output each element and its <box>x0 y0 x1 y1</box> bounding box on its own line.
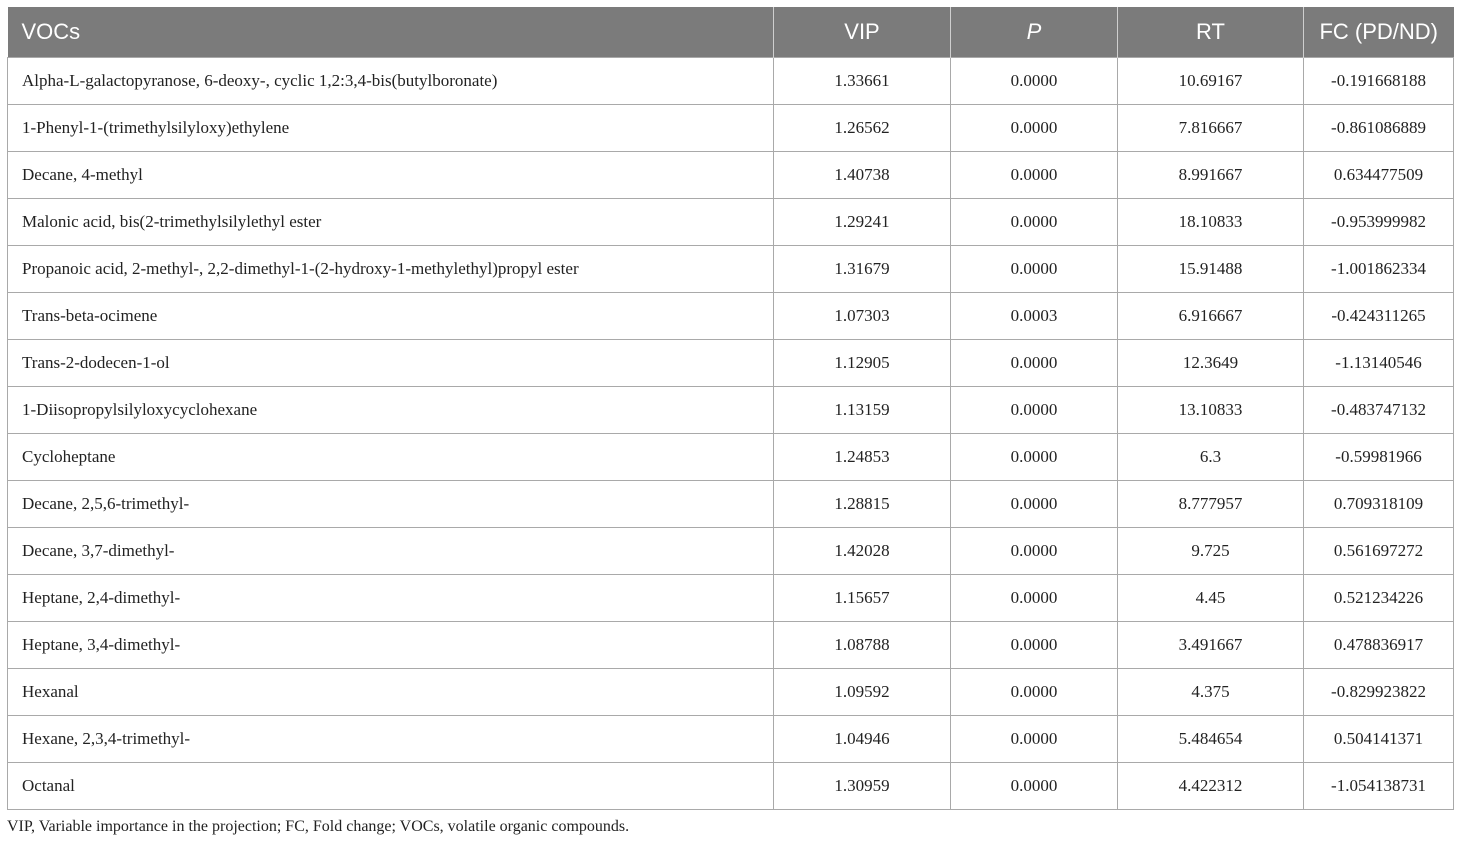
cell-voc: Hexane, 2,3,4-trimethyl- <box>8 716 774 763</box>
cell-fc: 0.634477509 <box>1304 152 1454 199</box>
cell-fc: -0.424311265 <box>1304 293 1454 340</box>
cell-rt: 7.816667 <box>1118 105 1304 152</box>
cell-voc: Malonic acid, bis(2-trimethylsilylethyl ester <box>8 199 774 246</box>
cell-p: 0.0000 <box>951 622 1118 669</box>
voc-table <box>7 7 1454 810</box>
cell-p: 0.0000 <box>951 387 1118 434</box>
cell-voc: Decane, 3,7-dimethyl- <box>8 528 774 575</box>
cell-fc: -0.829923822 <box>1304 669 1454 716</box>
header-p <box>951 7 1118 58</box>
table-row <box>8 528 1454 575</box>
cell-voc: Trans-2-dodecen-1-ol <box>8 340 774 387</box>
table-row <box>8 622 1454 669</box>
cell-p: 0.0000 <box>951 716 1118 763</box>
cell-vip: 1.13159 <box>774 387 951 434</box>
table-row <box>8 669 1454 716</box>
cell-p: 0.0000 <box>951 58 1118 105</box>
cell-fc: -0.861086889 <box>1304 105 1454 152</box>
cell-p: 0.0000 <box>951 246 1118 293</box>
cell-fc: -1.13140546 <box>1304 340 1454 387</box>
table-row <box>8 481 1454 528</box>
cell-vip: 1.15657 <box>774 575 951 622</box>
cell-p: 0.0000 <box>951 528 1118 575</box>
table-row <box>8 293 1454 340</box>
cell-rt: 9.725 <box>1118 528 1304 575</box>
cell-fc: -1.054138731 <box>1304 763 1454 810</box>
cell-rt: 12.3649 <box>1118 340 1304 387</box>
cell-p: 0.0000 <box>951 105 1118 152</box>
table-row <box>8 246 1454 293</box>
cell-rt: 4.45 <box>1118 575 1304 622</box>
header-fc: FC (PD/ND) <box>1304 7 1454 58</box>
cell-vip: 1.29241 <box>774 199 951 246</box>
table-body <box>8 58 1454 810</box>
cell-p: 0.0000 <box>951 481 1118 528</box>
cell-voc: Heptane, 3,4-dimethyl- <box>8 622 774 669</box>
table-row <box>8 58 1454 105</box>
cell-vip: 1.42028 <box>774 528 951 575</box>
cell-fc: 0.504141371 <box>1304 716 1454 763</box>
cell-voc: Hexanal <box>8 669 774 716</box>
cell-fc: 0.561697272 <box>1304 528 1454 575</box>
table-row <box>8 199 1454 246</box>
cell-vip: 1.30959 <box>774 763 951 810</box>
cell-voc: Decane, 4-methyl <box>8 152 774 199</box>
cell-voc: Octanal <box>8 763 774 810</box>
table-header <box>8 7 1454 58</box>
table-row <box>8 387 1454 434</box>
cell-vip: 1.12905 <box>774 340 951 387</box>
cell-vip: 1.33661 <box>774 58 951 105</box>
cell-rt: 6.916667 <box>1118 293 1304 340</box>
cell-voc: 1-Diisopropylsilyloxycyclohexane <box>8 387 774 434</box>
cell-fc: 0.521234226 <box>1304 575 1454 622</box>
cell-voc: Propanoic acid, 2-methyl-, 2,2-dimethyl-1-(2-hydroxy-1-methylethyl)propyl ester <box>8 246 774 293</box>
cell-vip: 1.08788 <box>774 622 951 669</box>
cell-vip: 1.07303 <box>774 293 951 340</box>
cell-rt: 13.10833 <box>1118 387 1304 434</box>
table-row <box>8 763 1454 810</box>
cell-voc: Decane, 2,5,6-trimethyl- <box>8 481 774 528</box>
table-row <box>8 434 1454 481</box>
cell-p: 0.0000 <box>951 669 1118 716</box>
cell-rt: 8.991667 <box>1118 152 1304 199</box>
cell-voc: Cycloheptane <box>8 434 774 481</box>
cell-fc: -0.191668188 <box>1304 58 1454 105</box>
cell-vip: 1.04946 <box>774 716 951 763</box>
cell-rt: 4.375 <box>1118 669 1304 716</box>
cell-vip: 1.28815 <box>774 481 951 528</box>
cell-rt: 4.422312 <box>1118 763 1304 810</box>
cell-rt: 18.10833 <box>1118 199 1304 246</box>
cell-vip: 1.40738 <box>774 152 951 199</box>
voc-table-container <box>7 7 1453 810</box>
cell-rt: 6.3 <box>1118 434 1304 481</box>
table-row <box>8 716 1454 763</box>
cell-fc: 0.709318109 <box>1304 481 1454 528</box>
cell-rt: 8.777957 <box>1118 481 1304 528</box>
cell-rt: 3.491667 <box>1118 622 1304 669</box>
cell-voc: 1-Phenyl-1-(trimethylsilyloxy)ethylene <box>8 105 774 152</box>
cell-p: 0.0003 <box>951 293 1118 340</box>
table-row <box>8 152 1454 199</box>
cell-vip: 1.26562 <box>774 105 951 152</box>
cell-voc: Trans-beta-ocimene <box>8 293 774 340</box>
cell-fc: -0.59981966 <box>1304 434 1454 481</box>
cell-voc: Alpha-L-galactopyranose, 6-deoxy-, cyclic 1,2:3,4-bis(butylboronate) <box>8 58 774 105</box>
cell-fc: -0.953999982 <box>1304 199 1454 246</box>
cell-rt: 15.91488 <box>1118 246 1304 293</box>
table-row <box>8 340 1454 387</box>
cell-vip: 1.09592 <box>774 669 951 716</box>
header-row <box>8 7 1454 58</box>
cell-fc: 0.478836917 <box>1304 622 1454 669</box>
cell-voc: Heptane, 2,4-dimethyl- <box>8 575 774 622</box>
cell-vip: 1.24853 <box>774 434 951 481</box>
header-vocs: VOCs <box>8 7 774 58</box>
cell-p: 0.0000 <box>951 199 1118 246</box>
table-footnote: VIP, Variable importance in the projection; FC, Fold change; VOCs, volatile organic compounds. <box>7 818 630 835</box>
cell-p: 0.0000 <box>951 434 1118 481</box>
header-vip: VIP <box>774 7 951 58</box>
header-p-label: P <box>1026 19 1042 44</box>
table-row <box>8 105 1454 152</box>
cell-rt: 10.69167 <box>1118 58 1304 105</box>
cell-p: 0.0000 <box>951 340 1118 387</box>
cell-rt: 5.484654 <box>1118 716 1304 763</box>
cell-fc: -0.483747132 <box>1304 387 1454 434</box>
table-row <box>8 575 1454 622</box>
cell-fc: -1.001862334 <box>1304 246 1454 293</box>
header-rt: RT <box>1118 7 1304 58</box>
cell-p: 0.0000 <box>951 152 1118 199</box>
cell-p: 0.0000 <box>951 763 1118 810</box>
cell-vip: 1.31679 <box>774 246 951 293</box>
cell-p: 0.0000 <box>951 575 1118 622</box>
